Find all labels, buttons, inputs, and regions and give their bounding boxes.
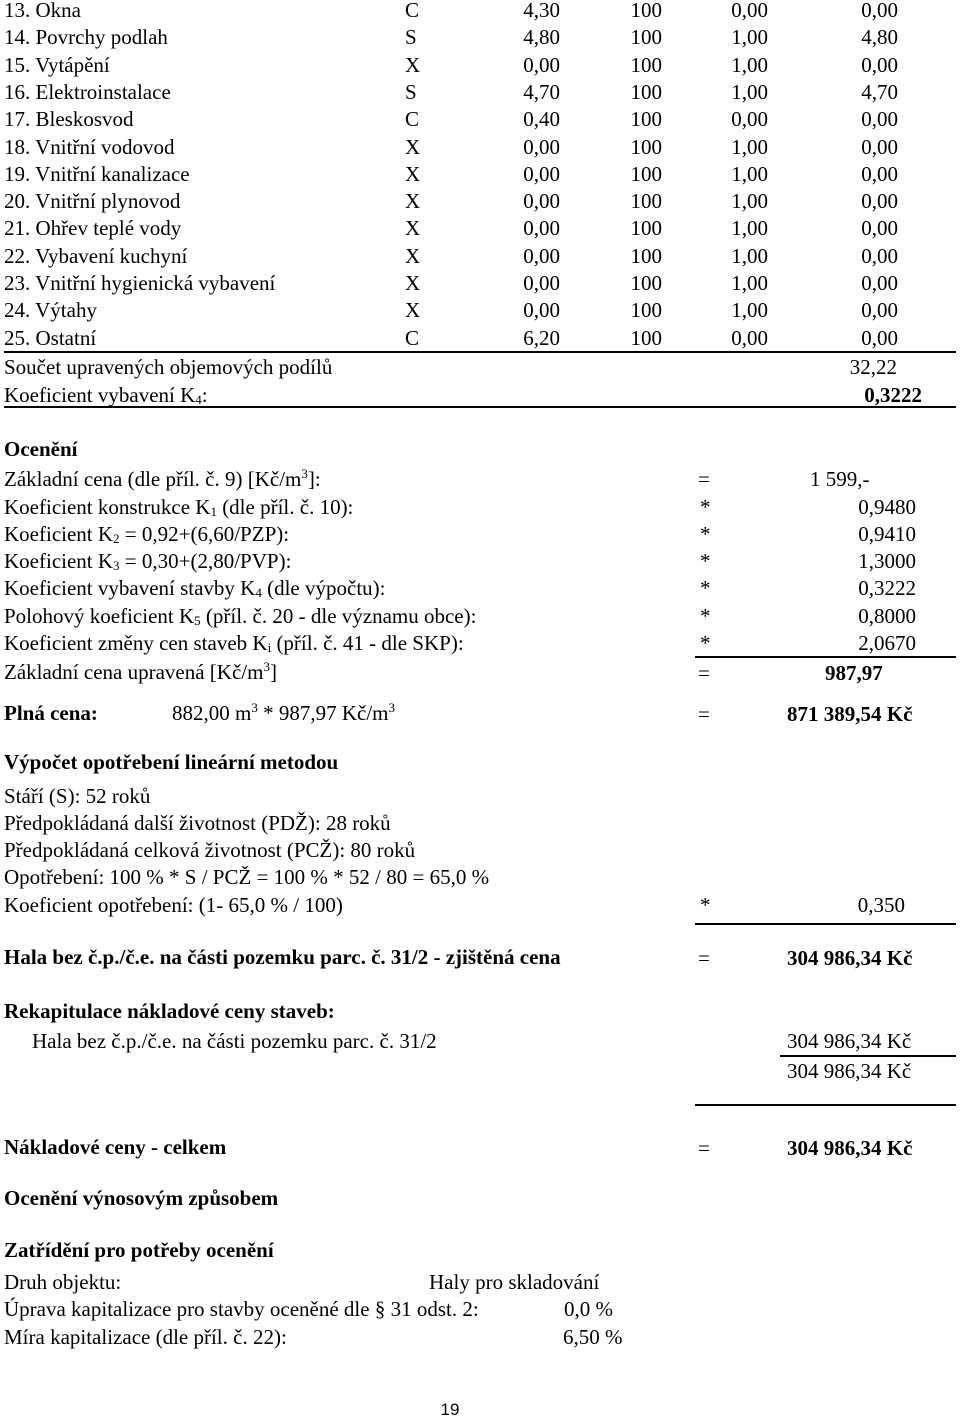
row-code: X [405, 216, 421, 241]
ki-value: 2,0670 [858, 631, 916, 655]
cap-rate-value: 6,50 % [563, 1325, 623, 1349]
k5-op: * [700, 604, 711, 628]
row-coefficient: 1,00 [731, 134, 768, 159]
row-coefficient: 0,00 [731, 0, 768, 22]
row-share: 0,40 [523, 107, 560, 132]
base-price-op: = [698, 467, 710, 491]
row-result: 0,00 [861, 298, 898, 323]
row-coefficient: 1,00 [731, 25, 768, 50]
recap-rule [780, 1055, 956, 1057]
k1-value: 0,9480 [858, 495, 916, 519]
row-result: 0,00 [861, 271, 898, 295]
row-name: 18. Vnitřní vodovod [4, 134, 175, 159]
row-code: X [405, 298, 421, 323]
row-code: X [405, 52, 421, 77]
k2-value: 0,9410 [858, 522, 916, 546]
row-percent: 100 [630, 189, 662, 214]
k4-coef-label: Koeficient vybavení stavby $K_4$ (dle výpočtu): [4, 576, 386, 600]
full-price-formula: 882,00 $m^3 * 987,97$ $Kč/m^3$ [172, 700, 395, 725]
row-code: C [405, 107, 420, 132]
full-price-op: = [698, 702, 710, 726]
row-percent: 100 [630, 25, 662, 50]
adjusted-price-op: = [698, 661, 710, 685]
row-coefficient: 0,00 [731, 107, 768, 132]
k1-label: Koeficient konstrukce $K_1$ (dle příl. č. 10): [4, 495, 354, 519]
row-coefficient: 0,00 [731, 325, 768, 350]
row-name: 23. Vnitřní hygienická vybavení [4, 271, 276, 295]
row-coefficient: 1,00 [731, 298, 768, 323]
ki-label: Koeficient změny cen staveb $K_i$ (příl. č. 41 - dle SKP): [4, 631, 464, 655]
base-price-value: 1 599,- [810, 467, 870, 491]
row-name: 15. Vytápění [4, 52, 110, 77]
result-op: = [698, 946, 710, 970]
row-percent: 100 [630, 298, 662, 323]
k5-label: Polohový koeficient $K_5$ (příl. č. 20 - dle významu obce): [4, 604, 477, 628]
cap-adjustment-value: 0,0 % [564, 1297, 613, 1321]
sum-label: Součet upravených objemových podílů [4, 355, 333, 379]
page-number: 19 [440, 1400, 460, 1419]
recap-item-label: Hala bez č.p./č.e. na části pozemku parc. č. 31/2 [32, 1029, 437, 1053]
recap-total-label: Nákladové ceny - celkem [4, 1135, 227, 1159]
row-share: 0,00 [523, 52, 560, 77]
row-result: 0,00 [861, 161, 898, 186]
depreciation-heading: Výpočet opotřebení lineární metodou [4, 750, 339, 774]
row-result: 0,00 [861, 134, 898, 159]
sum-value: 32,22 [849, 355, 897, 379]
row-name: 21. Ohřev teplé vody [4, 216, 182, 241]
cap-adjustment-label: Úprava kapitalizace pro stavby oceněné dle § 31 odst. 2: [4, 1297, 479, 1321]
wear-coef-value: 0,350 [857, 893, 905, 917]
row-code: X [405, 161, 421, 186]
recap-total-rule [695, 1104, 956, 1106]
row-code: X [405, 189, 421, 214]
base-price-label: Základní cena (dle příl. č. 9) $[Kč/m^3]$: [4, 466, 321, 491]
row-code: C [405, 0, 420, 22]
row-percent: 100 [630, 243, 662, 268]
row-percent: 100 [630, 107, 662, 132]
row-result: 4,70 [861, 79, 898, 104]
k4-coef-value: 0,3222 [858, 576, 916, 600]
row-percent: 100 [630, 325, 662, 350]
row-coefficient: 1,00 [731, 161, 768, 186]
row-name: 24. Výtahy [4, 298, 97, 323]
row-result: 0,00 [861, 189, 898, 214]
row-share: 0,00 [523, 271, 560, 295]
row-share: 6,20 [523, 325, 560, 350]
full-price-value: 871 389,54 Kč [787, 702, 913, 726]
k4-rule [4, 406, 956, 408]
sum-rule [4, 351, 956, 353]
row-code: X [405, 271, 421, 295]
row-percent: 100 [630, 161, 662, 186]
row-name: 20. Vnitřní plynovod [4, 189, 181, 214]
row-percent: 100 [630, 52, 662, 77]
result-value: 304 986,34 Kč [787, 946, 913, 970]
row-share: 4,30 [523, 0, 560, 22]
adjusted-price-value: 987,97 [825, 661, 883, 685]
row-name: 13. Okna [4, 0, 81, 22]
row-result: 0,00 [861, 0, 898, 22]
row-result: 0,00 [861, 325, 898, 350]
total-life: Předpokládaná celková životnost (PCŽ): 80 roků [4, 838, 416, 862]
row-result: 0,00 [861, 243, 898, 268]
row-coefficient: 1,00 [731, 52, 768, 77]
row-code: X [405, 243, 421, 268]
cap-rate-label: Míra kapitalizace (dle příl. č. 22): [4, 1325, 287, 1349]
ki-op: * [700, 631, 711, 655]
adjusted-price-label: Základní cena upravená $[Kč/m^3]$ [4, 659, 277, 684]
recap-total-value: 304 986,34 Kč [787, 1136, 913, 1160]
result-rule [695, 923, 956, 925]
k4-value: 0,3222 [864, 383, 922, 407]
age: Stáří (S): 52 roků [4, 784, 151, 808]
row-code: X [405, 134, 421, 159]
recap-heading: Rekapitulace nákladové ceny staveb: [4, 999, 335, 1023]
valuation-heading: Ocenění [4, 437, 78, 461]
row-coefficient: 1,00 [731, 79, 768, 104]
row-share: 0,00 [523, 216, 560, 241]
row-share: 0,00 [523, 298, 560, 323]
row-share: 0,00 [523, 189, 560, 214]
row-result: 4,80 [861, 25, 898, 50]
row-percent: 100 [630, 216, 662, 241]
row-percent: 100 [630, 79, 662, 104]
row-share: 0,00 [523, 243, 560, 268]
k4-label: Koeficient vybavení $K_4$: [4, 383, 208, 407]
row-percent: 100 [630, 0, 662, 22]
recap-total-op: = [698, 1136, 710, 1160]
wear-coef-op: * [700, 893, 711, 917]
row-result: 0,00 [861, 107, 898, 132]
k3-value: 1,3000 [858, 549, 916, 573]
row-name: 25. Ostatní [4, 325, 97, 350]
k2-op: * [700, 522, 711, 546]
adjusted-price-rule [695, 656, 956, 658]
row-coefficient: 1,00 [731, 216, 768, 241]
row-percent: 100 [630, 271, 662, 295]
row-share: 0,00 [523, 134, 560, 159]
row-name: 17. Bleskosvod [4, 107, 134, 132]
row-result: 0,00 [861, 216, 898, 241]
recap-item-value: 304 986,34 Kč [787, 1029, 912, 1053]
result-label: Hala bez č.p./č.e. na části pozemku parc. č. 31/2 - zjištěná cena [4, 945, 561, 969]
k5-value: 0,8000 [858, 604, 916, 628]
k4-coef-op: * [700, 576, 711, 600]
row-result: 0,00 [861, 52, 898, 77]
k3-label: Koeficient $K_3 = 0,30+(2,80/PVP)$: [4, 549, 292, 573]
row-coefficient: 1,00 [731, 271, 768, 295]
remaining-life: Předpokládaná další životnost (PDŽ): 28 roků [4, 811, 391, 835]
row-share: 0,00 [523, 161, 560, 186]
row-code: S [405, 79, 417, 104]
wear-coef-label: Koeficient opotřebení: (1- 65,0 % / 100) [4, 893, 343, 917]
row-name: 19. Vnitřní kanalizace [4, 161, 190, 186]
k2-label: Koeficient $K_2 = 0,92+(6,60/PZP)$: [4, 522, 290, 546]
object-type-value: Haly pro skladování [429, 1270, 600, 1294]
row-code: S [405, 25, 417, 50]
row-code: C [405, 325, 420, 350]
income-heading: Ocenění výnosovým způsobem [4, 1186, 279, 1210]
k3-op: * [700, 549, 711, 573]
row-percent: 100 [630, 134, 662, 159]
full-price-label: Plná cena: [4, 701, 98, 725]
row-coefficient: 1,00 [731, 189, 768, 214]
row-coefficient: 1,00 [731, 243, 768, 268]
wear-formula: Opotřebení: 100 % * S / PCŽ = 100 % * 52 / 80 = 65,0 % [4, 865, 490, 889]
k1-op: * [700, 495, 711, 519]
classification-heading: Zatřídění pro potřeby ocenění [4, 1238, 274, 1262]
object-type-label: Druh objektu: [4, 1270, 122, 1294]
row-share: 4,80 [523, 25, 560, 50]
recap-subtotal: 304 986,34 Kč [787, 1059, 912, 1083]
row-name: 22. Vybavení kuchyní [4, 243, 188, 268]
row-name: 14. Povrchy podlah [4, 25, 168, 50]
row-name: 16. Elektroinstalace [4, 79, 171, 104]
row-share: 4,70 [523, 79, 560, 104]
